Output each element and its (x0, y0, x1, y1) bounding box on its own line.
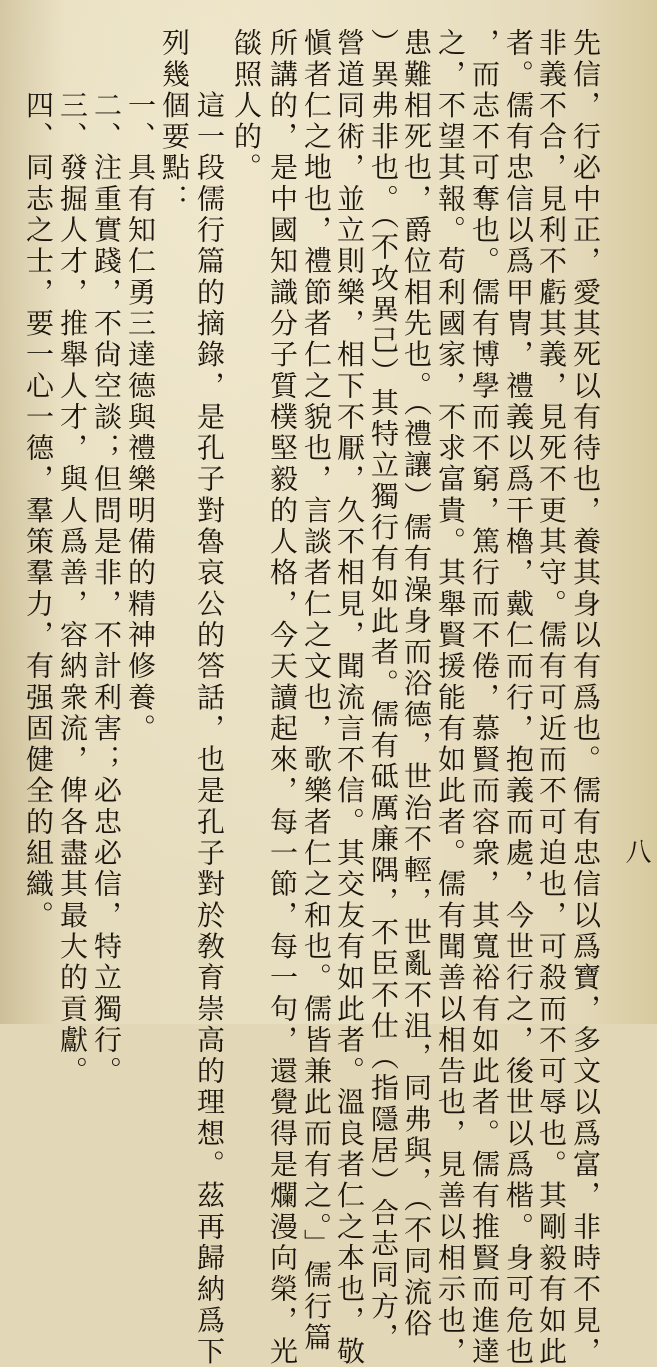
paragraph-column: 列幾個要點： (158, 28, 191, 215)
text-column: 所講的，是中國知識分子質樸堅毅的人格，今天讀起來，每一節，每一句，還覺得是爛漫向榮，光 (266, 28, 299, 1367)
text-column: 先信，行必中正，愛其死以有待也，養其身以有爲也。儒有忠信以爲寶，多文以爲富，非時不見， (569, 28, 602, 1367)
list-item: 四、同志之士，要一心一德，羣策羣力，有强固健全的組織。 (22, 28, 55, 932)
list-item: 一、具有知仁勇三達德與禮樂明備的精神修養。 (124, 28, 157, 745)
text-column: 愼者仁之地也，禮節者仁之貌也，言談者仁之文也，歌樂者仁之和也。儒皆兼此而有之。」儒行篇 (300, 28, 333, 1354)
list-item: 二、注重實踐，不尙空談；但問是非，不計利害；必忠必信，特立獨行。 (90, 28, 123, 1088)
text-column: ，而志不可奪也。儒有博學而不窮，篤行而不倦，慕賢而容衆，其寬裕有如此者。儒有推賢而進達 (468, 28, 501, 1367)
list-item: 三、發掘人才，推舉人才，與人爲善，容納衆流，俾各盡其最大的貢獻。 (56, 28, 89, 1088)
page-number: 八 (621, 838, 651, 866)
paragraph-column: 這一段儒行篇的摘錄，是孔子對魯哀公的答話，也是孔子對於敎育崇高的理想。茲再歸納爲下 (193, 28, 226, 1367)
text-column: ）異弗非也。（不攻異己）其特立獨行有如此者。儒有砥厲廉隅，不臣不仕（指隱居）合志同方， (367, 28, 400, 1354)
text-column: 非義不合，見利不虧其義，見死不更其守。儒有可近而不可迫也，可殺而不可辱也。其剛毅有如此 (535, 28, 568, 1367)
text-column: 燄照人的。 (230, 28, 263, 184)
text-column: 患難相死也，爵位相先也。（禮讓）儒有澡身而浴德，世治不輕，世亂不沮，同弗與，（不同流俗 (400, 28, 433, 1340)
text-column: 之，不望其報。苟利國家，不求富貴。其舉賢援能有如此者。儒有聞善以相告也，見善以相示也， (434, 28, 467, 1367)
text-column: 營道同術，並立則樂，相下不厭，久不相見，聞流言不信。其交友有如此者。溫良者仁之本也，敬 (333, 28, 366, 1367)
text-column: 者。儒有忠信以爲甲冑，禮義以爲干櫓，戴仁而行，抱義而處，今世行之，後世以爲楷。身可危也 (502, 28, 535, 1367)
